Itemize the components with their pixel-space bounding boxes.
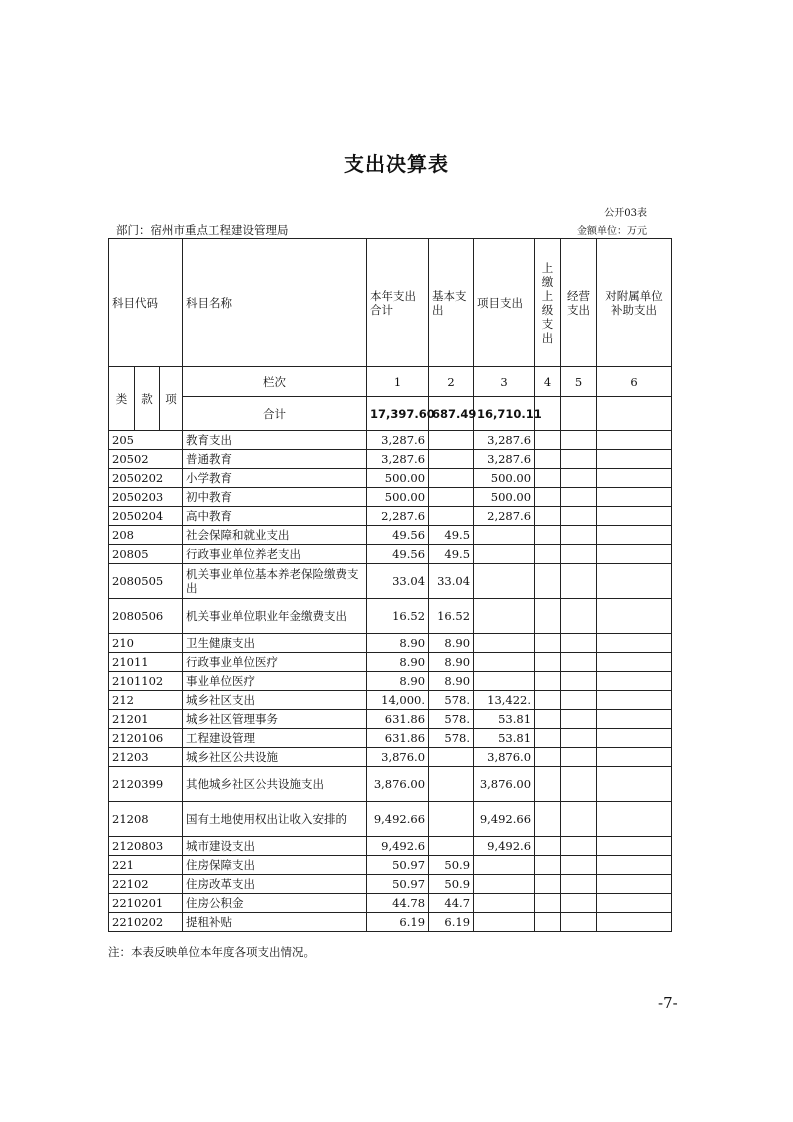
row-code: 2210201 <box>109 894 183 913</box>
row-empty-cell <box>535 526 561 545</box>
row-code: 20805 <box>109 545 183 564</box>
header-basic: 基本支出 <box>429 239 474 367</box>
row-project <box>474 564 535 599</box>
totals-label: 合计 <box>183 397 367 431</box>
row-empty-cell <box>561 913 597 932</box>
row-project: 2,287.6 <box>474 507 535 526</box>
row-empty-cell <box>561 526 597 545</box>
row-empty-cell <box>561 564 597 599</box>
row-name: 小学教育 <box>183 469 367 488</box>
row-empty-cell <box>535 691 561 710</box>
totals-project: 16,710.11 <box>474 397 535 431</box>
row-code: 2050203 <box>109 488 183 507</box>
column-number-1: 1 <box>367 367 429 397</box>
totals-basic: 687.49 <box>429 397 474 431</box>
row-total: 8.90 <box>367 634 429 653</box>
row-total: 631.86 <box>367 729 429 748</box>
row-project: 3,876.0 <box>474 748 535 767</box>
row-code: 2120399 <box>109 767 183 802</box>
row-name: 高中教育 <box>183 507 367 526</box>
row-basic <box>429 469 474 488</box>
row-project: 53.81 <box>474 729 535 748</box>
row-empty-cell <box>597 564 672 599</box>
row-empty-cell <box>535 802 561 837</box>
table-row <box>109 507 672 526</box>
row-empty-cell <box>597 913 672 932</box>
row-code: 2050204 <box>109 507 183 526</box>
row-total: 49.56 <box>367 526 429 545</box>
row-total: 50.97 <box>367 875 429 894</box>
header-code: 科目代码 <box>109 239 183 367</box>
row-name: 初中教育 <box>183 488 367 507</box>
row-name: 国有土地使用权出让收入安排的 <box>183 802 367 837</box>
row-total: 500.00 <box>367 469 429 488</box>
row-name: 城乡社区管理事务 <box>183 710 367 729</box>
row-empty-cell <box>561 767 597 802</box>
row-project <box>474 526 535 545</box>
row-empty-cell <box>597 875 672 894</box>
row-project <box>474 875 535 894</box>
table-row <box>109 837 672 856</box>
row-empty-cell <box>597 672 672 691</box>
row-project <box>474 653 535 672</box>
row-code: 2120803 <box>109 837 183 856</box>
row-name: 住房保障支出 <box>183 856 367 875</box>
row-basic <box>429 802 474 837</box>
row-code: 21203 <box>109 748 183 767</box>
row-empty-cell <box>561 802 597 837</box>
row-empty-cell <box>561 507 597 526</box>
row-project: 53.81 <box>474 710 535 729</box>
row-empty-cell <box>561 634 597 653</box>
row-basic: 6.19 <box>429 913 474 932</box>
row-project: 3,876.00 <box>474 767 535 802</box>
row-code: 2120106 <box>109 729 183 748</box>
row-total: 9,492.6 <box>367 837 429 856</box>
row-name: 行政事业单位医疗 <box>183 653 367 672</box>
row-empty-cell <box>535 729 561 748</box>
table-row <box>109 913 672 932</box>
row-total: 44.78 <box>367 894 429 913</box>
row-empty-cell <box>561 431 597 450</box>
row-empty-cell <box>597 450 672 469</box>
row-empty-cell <box>535 634 561 653</box>
header-business: 经营支出 <box>561 239 597 367</box>
row-code: 2101102 <box>109 672 183 691</box>
row-total: 49.56 <box>367 545 429 564</box>
row-empty-cell <box>535 913 561 932</box>
row-basic <box>429 488 474 507</box>
header-total: 本年支出合计 <box>367 239 429 367</box>
table-row <box>109 431 672 450</box>
row-code: 210 <box>109 634 183 653</box>
row-basic: 50.9 <box>429 875 474 894</box>
row-empty-cell <box>597 488 672 507</box>
table-row <box>109 545 672 564</box>
row-total: 33.04 <box>367 564 429 599</box>
row-empty-cell <box>535 507 561 526</box>
row-basic: 578. <box>429 691 474 710</box>
row-code: 20502 <box>109 450 183 469</box>
row-empty-cell <box>561 653 597 672</box>
row-total: 2,287.6 <box>367 507 429 526</box>
row-basic: 8.90 <box>429 653 474 672</box>
header-subsidiary: 对附属单位补助支出 <box>597 239 672 367</box>
row-basic: 49.5 <box>429 526 474 545</box>
table-row <box>109 856 672 875</box>
row-empty-cell <box>535 599 561 634</box>
table-row <box>109 526 672 545</box>
table-row <box>109 488 672 507</box>
department-label: 部门：宿州市重点工程建设管理局 <box>116 223 289 237</box>
row-name: 卫生健康支出 <box>183 634 367 653</box>
row-basic: 578. <box>429 710 474 729</box>
row-empty-cell <box>535 894 561 913</box>
row-empty-cell <box>535 653 561 672</box>
row-empty-cell <box>535 856 561 875</box>
row-total: 3,876.00 <box>367 767 429 802</box>
table-note: 注：本表反映单位本年度各项支出情况。 <box>108 945 315 959</box>
row-code: 2050202 <box>109 469 183 488</box>
table-row <box>109 469 672 488</box>
row-empty-cell <box>561 691 597 710</box>
table-row <box>109 653 672 672</box>
table-row <box>109 634 672 653</box>
row-empty-cell <box>561 450 597 469</box>
column-number-2: 2 <box>429 367 474 397</box>
totals-total: 17,397.60 <box>367 397 429 431</box>
row-empty-cell <box>561 469 597 488</box>
row-name: 社会保障和就业支出 <box>183 526 367 545</box>
row-empty-cell <box>561 856 597 875</box>
row-name: 城市建设支出 <box>183 837 367 856</box>
row-empty-cell <box>561 894 597 913</box>
row-empty-cell <box>561 710 597 729</box>
column-number-3: 3 <box>474 367 535 397</box>
row-empty-cell <box>535 431 561 450</box>
table-row <box>109 802 672 837</box>
row-empty-cell <box>535 710 561 729</box>
amount-unit-label: 金额单位：万元 <box>577 226 647 237</box>
row-total: 14,000. <box>367 691 429 710</box>
row-total: 16.52 <box>367 599 429 634</box>
row-project: 9,492.6 <box>474 837 535 856</box>
row-empty-cell <box>535 545 561 564</box>
row-name: 事业单位医疗 <box>183 672 367 691</box>
row-total: 3,287.6 <box>367 431 429 450</box>
row-empty-cell <box>597 710 672 729</box>
row-basic: 49.5 <box>429 545 474 564</box>
row-empty-cell <box>597 545 672 564</box>
row-project <box>474 545 535 564</box>
row-name: 城乡社区公共设施 <box>183 748 367 767</box>
row-total: 3,876.0 <box>367 748 429 767</box>
header-kuan: 款 <box>135 367 160 431</box>
row-empty-cell <box>597 748 672 767</box>
row-empty-cell <box>597 894 672 913</box>
table-row <box>109 564 672 599</box>
row-empty-cell <box>561 748 597 767</box>
expenditure-table <box>108 238 672 932</box>
row-basic: 44.7 <box>429 894 474 913</box>
row-name: 住房公积金 <box>183 894 367 913</box>
table-header-row <box>109 239 672 367</box>
table-row <box>109 875 672 894</box>
row-empty-cell <box>561 599 597 634</box>
table-row <box>109 748 672 767</box>
table-row <box>109 672 672 691</box>
row-name: 机关事业单位职业年金缴费支出 <box>183 599 367 634</box>
row-basic: 8.90 <box>429 672 474 691</box>
row-empty-cell <box>535 469 561 488</box>
row-empty-cell <box>535 748 561 767</box>
row-project <box>474 672 535 691</box>
table-row <box>109 729 672 748</box>
table-row <box>109 894 672 913</box>
row-empty-cell <box>597 729 672 748</box>
header-xiang: 项 <box>160 367 183 431</box>
row-name: 其他城乡社区公共设施支出 <box>183 767 367 802</box>
row-code: 21201 <box>109 710 183 729</box>
table-row <box>109 691 672 710</box>
row-basic: 50.9 <box>429 856 474 875</box>
row-name: 普通教育 <box>183 450 367 469</box>
row-code: 21208 <box>109 802 183 837</box>
row-code: 2080505 <box>109 564 183 599</box>
row-code: 205 <box>109 431 183 450</box>
header-project: 项目支出 <box>474 239 535 367</box>
row-basic <box>429 507 474 526</box>
row-project: 3,287.6 <box>474 431 535 450</box>
row-empty-cell <box>597 599 672 634</box>
row-basic <box>429 837 474 856</box>
row-name: 机关事业单位基本养老保险缴费支出 <box>183 564 367 599</box>
row-name: 工程建设管理 <box>183 729 367 748</box>
row-code: 2080506 <box>109 599 183 634</box>
row-basic: 8.90 <box>429 634 474 653</box>
table-row <box>109 767 672 802</box>
row-empty-cell <box>597 856 672 875</box>
row-empty-cell <box>597 837 672 856</box>
column-number-row <box>109 367 672 397</box>
row-code: 21011 <box>109 653 183 672</box>
row-empty-cell <box>561 875 597 894</box>
row-empty-cell <box>535 837 561 856</box>
row-basic <box>429 450 474 469</box>
header-name: 科目名称 <box>183 239 367 367</box>
row-empty-cell <box>597 653 672 672</box>
row-empty-cell <box>535 875 561 894</box>
row-project: 13,422. <box>474 691 535 710</box>
row-name: 住房改革支出 <box>183 875 367 894</box>
row-total: 9,492.66 <box>367 802 429 837</box>
row-name: 教育支出 <box>183 431 367 450</box>
row-empty-cell <box>597 507 672 526</box>
row-total: 8.90 <box>367 672 429 691</box>
row-empty-cell <box>597 634 672 653</box>
row-total: 8.90 <box>367 653 429 672</box>
page-number: -7- <box>658 994 678 1012</box>
row-project <box>474 599 535 634</box>
row-project: 3,287.6 <box>474 450 535 469</box>
row-name: 行政事业单位养老支出 <box>183 545 367 564</box>
row-name: 城乡社区支出 <box>183 691 367 710</box>
row-total: 3,287.6 <box>367 450 429 469</box>
row-empty-cell <box>535 672 561 691</box>
row-name: 提租补贴 <box>183 913 367 932</box>
row-code: 221 <box>109 856 183 875</box>
row-empty-cell <box>597 431 672 450</box>
row-basic: 16.52 <box>429 599 474 634</box>
row-basic: 33.04 <box>429 564 474 599</box>
row-empty-cell <box>535 450 561 469</box>
header-upper: 上缴上级支出 <box>535 239 561 367</box>
row-total: 500.00 <box>367 488 429 507</box>
row-empty-cell <box>561 488 597 507</box>
row-project: 500.00 <box>474 469 535 488</box>
row-project <box>474 913 535 932</box>
row-code: 22102 <box>109 875 183 894</box>
row-empty-cell <box>597 802 672 837</box>
row-empty-cell <box>561 729 597 748</box>
row-empty-cell <box>535 564 561 599</box>
totals-row <box>109 397 672 431</box>
row-project <box>474 856 535 875</box>
row-code: 208 <box>109 526 183 545</box>
row-empty-cell <box>597 767 672 802</box>
row-empty-cell <box>561 837 597 856</box>
document-title: 支出决算表 <box>344 152 449 176</box>
row-total: 50.97 <box>367 856 429 875</box>
table-body <box>109 239 672 932</box>
row-basic <box>429 767 474 802</box>
row-empty-cell <box>535 767 561 802</box>
row-code: 212 <box>109 691 183 710</box>
row-basic <box>429 748 474 767</box>
row-empty-cell <box>597 691 672 710</box>
row-empty-cell <box>597 469 672 488</box>
table-row <box>109 450 672 469</box>
row-basic: 578. <box>429 729 474 748</box>
row-basic <box>429 431 474 450</box>
row-project <box>474 894 535 913</box>
row-total: 631.86 <box>367 710 429 729</box>
header-lanci: 栏次 <box>183 367 367 397</box>
row-code: 2210202 <box>109 913 183 932</box>
table-row <box>109 599 672 634</box>
row-empty-cell <box>561 545 597 564</box>
column-number-6: 6 <box>597 367 672 397</box>
row-empty-cell <box>535 488 561 507</box>
row-project <box>474 634 535 653</box>
row-project: 9,492.66 <box>474 802 535 837</box>
row-total: 6.19 <box>367 913 429 932</box>
row-empty-cell <box>561 672 597 691</box>
column-number-5: 5 <box>561 367 597 397</box>
header-lei: 类 <box>109 367 135 431</box>
form-number: 公开03表 <box>604 208 647 219</box>
table-row <box>109 710 672 729</box>
column-number-4: 4 <box>535 367 561 397</box>
row-project: 500.00 <box>474 488 535 507</box>
row-empty-cell <box>597 526 672 545</box>
